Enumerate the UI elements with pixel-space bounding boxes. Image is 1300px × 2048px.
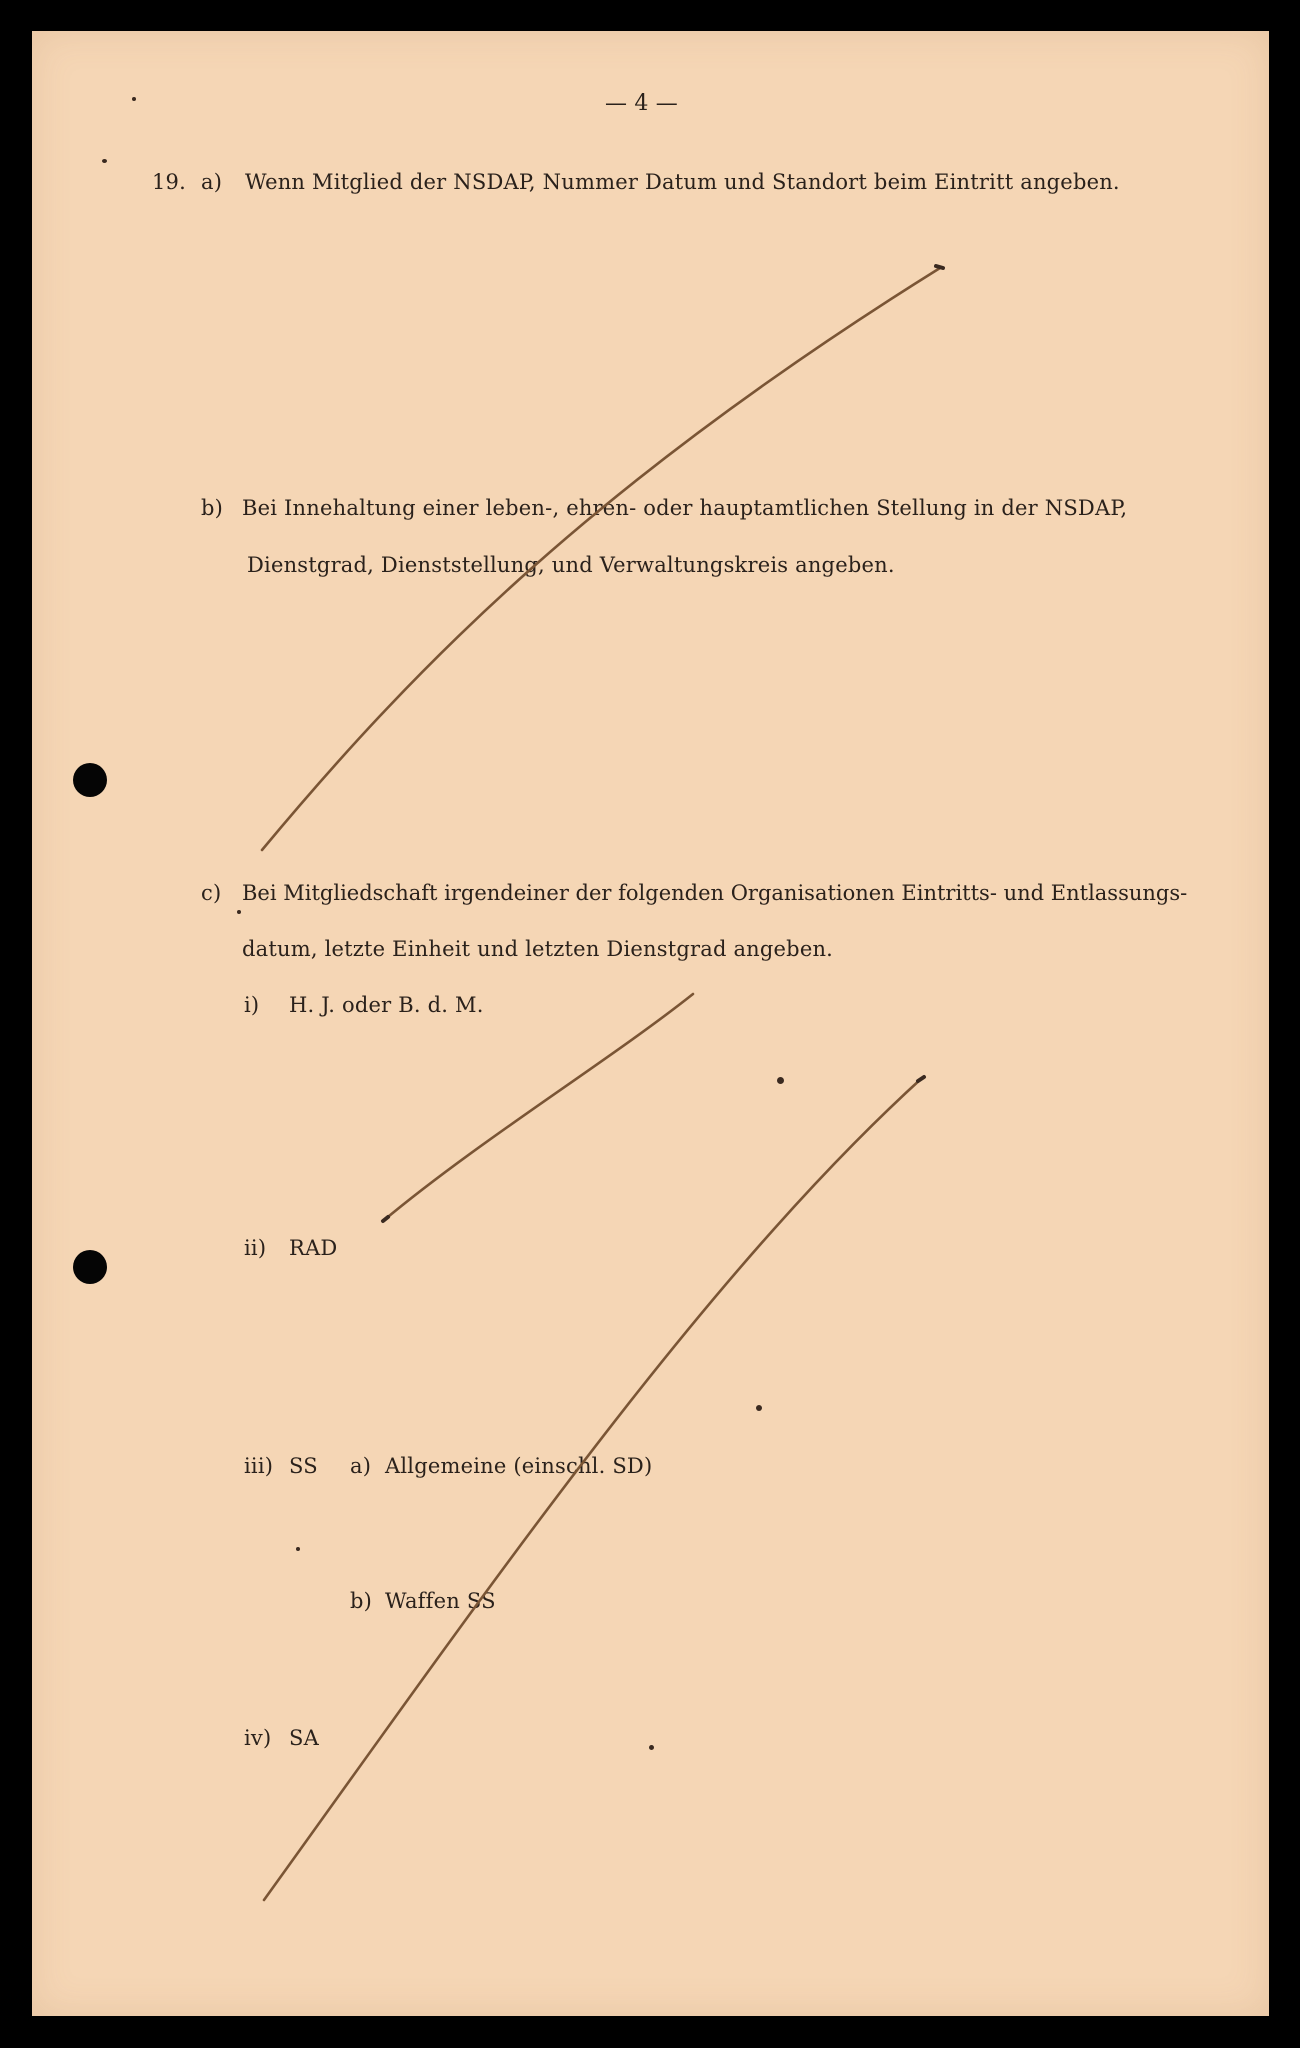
item-ii-marker: ii) bbox=[244, 1236, 267, 1260]
q19c-line1: Bei Mitgliedschaft irgendeiner der folgenden Organisationen Eintritts- und Entlassungs- bbox=[242, 881, 1188, 905]
paper-speck bbox=[649, 1745, 654, 1750]
paper-speck bbox=[296, 1547, 300, 1551]
paper-speck bbox=[237, 910, 241, 914]
paper-speck bbox=[777, 1077, 784, 1084]
item-iii-sub-b-label: Waffen SS bbox=[385, 1589, 496, 1613]
q19b-line1: Bei Innehaltung einer leben-, ehren- oder hauptamtlichen Stellung in der NSDAP, bbox=[242, 496, 1128, 520]
item-iii-sub-b-marker: b) bbox=[350, 1589, 373, 1613]
item-iii-marker: iii) bbox=[244, 1454, 274, 1478]
q19a-marker: a) bbox=[201, 170, 223, 194]
item-iii-sub-a-marker: a) bbox=[350, 1454, 372, 1478]
q19c-line2: datum, letzte Einheit und letzten Dienstgrad angeben. bbox=[242, 937, 834, 961]
item-ii-label: RAD bbox=[289, 1236, 338, 1260]
q19b-line2: Dienstgrad, Dienststellung, und Verwaltungskreis angeben. bbox=[247, 553, 895, 577]
paper-speck bbox=[756, 1405, 762, 1411]
item-iii-sub-a-label: Allgemeine (einschl. SD) bbox=[385, 1454, 653, 1478]
q19a-text: Wenn Mitglied der NSDAP, Nummer Datum und Standort beim Eintritt angeben. bbox=[245, 170, 1120, 194]
q19c-marker: c) bbox=[201, 881, 222, 905]
question-number: 19. bbox=[152, 170, 186, 194]
q19b-marker: b) bbox=[201, 496, 224, 520]
item-i-marker: i) bbox=[244, 993, 260, 1017]
punch-hole bbox=[73, 763, 107, 797]
paper-speck bbox=[132, 97, 136, 101]
page-number: — 4 — bbox=[605, 91, 678, 116]
item-iv-label: SA bbox=[289, 1726, 319, 1750]
item-iii-label: SS bbox=[289, 1454, 318, 1478]
punch-hole bbox=[73, 1250, 107, 1284]
item-iv-marker: iv) bbox=[244, 1726, 272, 1750]
paper-speck bbox=[102, 159, 107, 163]
item-i-label: H. J. oder B. d. M. bbox=[289, 993, 484, 1017]
document-page bbox=[32, 31, 1269, 2016]
